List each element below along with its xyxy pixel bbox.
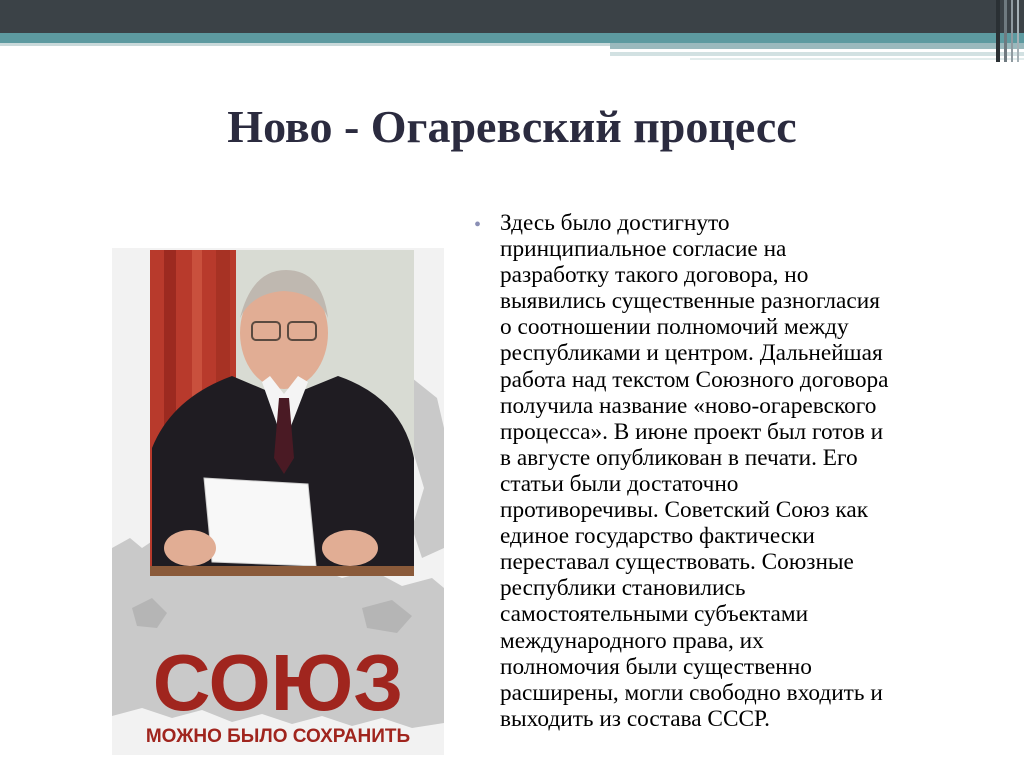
header-decoration [0, 0, 1024, 62]
text-line: работа над текстом Союзного договора [500, 366, 889, 393]
text-line: противоречивы. Советский Союз как [500, 497, 869, 524]
text-line: переставал существовать. Союзные [500, 549, 854, 576]
text-line: Здесь было достигнуто [500, 210, 730, 236]
book-cover-image [112, 248, 444, 755]
text-line: выявились существенные разногласия [500, 288, 880, 315]
book-subtitle: МОЖНО БЫЛО СОХРАНИТЬ [145, 726, 411, 747]
text-line: о соотношении полномочий между [500, 314, 849, 341]
body-text [474, 210, 1004, 732]
text-line: международного права, их [500, 627, 764, 654]
text-line: единое государство фактически [500, 523, 815, 550]
text-line: принципиальное согласие на [500, 236, 787, 263]
text-line: полномочия были существенно [500, 653, 812, 680]
text-line: расширены, могли свободно входить и [500, 679, 883, 706]
bullet-paragraph [500, 210, 889, 732]
text-line: выходить из состава СССР. [500, 705, 770, 732]
text-line: процесса». В июне проект был готов и [500, 418, 884, 445]
text-line: самостоятельными субъектами [500, 601, 809, 628]
bullet-marker: • [474, 214, 482, 236]
text-line: получила название «ново-огаревского [500, 392, 877, 419]
book-title: СОЮЗ [152, 638, 404, 727]
text-line: республиками и центром. Дальнейшая [500, 340, 883, 367]
text-line: разработку такого договора, но [500, 262, 809, 289]
text-line: статьи были достаточно [500, 470, 739, 497]
text-line: в августе опубликован в печати. Его [500, 444, 858, 471]
bullet-item [474, 210, 1004, 732]
text-line: республики становились [500, 575, 746, 602]
slide-title: Ново - Огаревский процесс [227, 101, 797, 152]
